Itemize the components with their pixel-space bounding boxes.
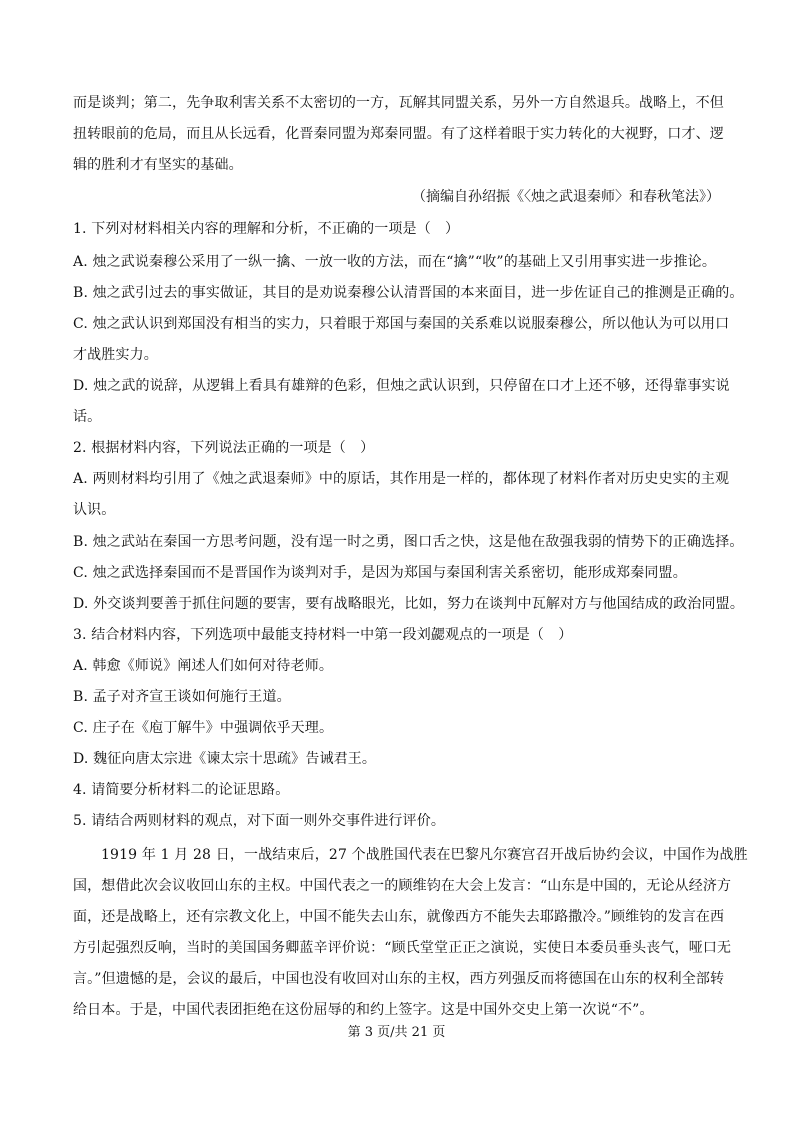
question-2-stem: 2. 根据材料内容，下列说法正确的一项是（ ） (73, 440, 375, 456)
event-paragraph-line-5: 言。”但遗憾的是，会议的最后，中国也没有收回对山东的主权，西方列强反而将德国在山东的权利全部转 (73, 971, 725, 987)
question-2-option-d: D. 外交谈判要善于抓住问题的要害，要有战略眼光，比如，努力在谈判中瓦解对方与他国结成的政治同盟。 (73, 596, 744, 612)
question-1-option-c: C. 烛之武认识到郑国没有相当的实力，只着眼于郑国与秦国的关系难以说服秦穆公，所以他认为可以用口 (73, 316, 730, 332)
question-3-stem: 3. 结合材料内容，下列选项中最能支持材料一中第一段刘勰观点的一项是（ ） (73, 627, 573, 643)
event-paragraph-line-3: 面，还是战略上，还有宗教文化上，中国不能失去山东，就像西方不能失去耶路撒冷。”顾维钧的发言在西 (73, 909, 725, 925)
passage-line-1: 而是谈判；第二，先争取利害关系不太密切的一方，瓦解其同盟关系，另外一方自然退兵。战略上，不但 (73, 95, 724, 111)
page-number-footer: 第 3 页/共 21 页 (347, 1025, 446, 1040)
passage-line-3: 辑的胜利才有坚实的基础。 (73, 157, 243, 173)
question-4-stem: 4. 请简要分析材料二的论证思路。 (73, 782, 290, 798)
question-3-option-d: D. 魏征向唐太宗进《谏太宗十思疏》告诫君王。 (73, 751, 377, 767)
question-2-option-c: C. 烛之武选择秦国而不是晋国作为谈判对手，是因为郑国与秦国利害关系密切，能形成郑秦同盟。 (73, 565, 687, 581)
question-1-option-b: B. 烛之武引过去的事实做证，其目的是劝说秦穆公认清晋国的本来面目，进一步佐证自己的推测是正确的。 (73, 285, 744, 301)
question-1-option-d: D. 烛之武的说辞，从逻辑上看具有雄辩的色彩，但烛之武认识到，只停留在口才上还不够，还得靠事实说 (73, 378, 730, 394)
question-2-option-b: B. 烛之武站在秦国一方思考问题，没有逞一时之勇，图口舌之快，这是他在敌强我弱的情势下的正确选择。 (73, 534, 744, 550)
question-2-option-a: A. 两则材料均引用了《烛之武退秦师》中的原话，其作用是一样的，都体现了材料作者对历史史实的主观 (73, 471, 730, 487)
question-2-option-a-cont: 认识。 (73, 502, 116, 518)
event-paragraph-line-4: 方引起强烈反响，当时的美国国务卿蓝辛评价说：“顾氏堂堂正正之演说，实使日本委员垂头丧气，哑口无 (73, 940, 732, 956)
question-3-option-b: B. 孟子对齐宣王谈如何施行王道。 (73, 689, 291, 705)
event-paragraph-line-6: 给日本。于是，中国代表团拒绝在这份屈辱的和约上签字。这是中国外交史上第一次说“不”。 (73, 1002, 654, 1018)
question-3-option-c: C. 庄子在《庖丁解牛》中强调依乎天理。 (73, 720, 334, 736)
question-1-stem: 1. 下列对材料相关内容的理解和分析，不正确的一项是（ ） (73, 221, 460, 237)
event-paragraph-line-1: 1919 年 1 月 28 日，一战结束后，27 个战胜国代表在巴黎凡尔赛宫召开战后协约会议，中国作为战胜 (101, 847, 748, 863)
question-1-option-a: A. 烛之武说秦穆公采用了一纵一擒、一放一收的方法，而在“擒”“收”的基础上又引用事实进一步推论。 (73, 254, 716, 270)
passage-line-2: 扭转眼前的危局，而且从长远看，化晋秦同盟为郑秦同盟。有了这样着眼于实力转化的大视野，口才、逻 (73, 126, 724, 142)
question-3-option-a: A. 韩愈《师说》阐述人们如何对待老师。 (73, 658, 334, 674)
event-paragraph-line-2: 国，想借此次会议收回山东的主权。中国代表之一的顾维钧在大会上发言：“山东是中国的，无论从经济方 (73, 878, 732, 894)
question-5-stem: 5. 请结合两则材料的观点，对下面一则外交事件进行评价。 (73, 813, 446, 829)
source-note: （摘编自孙绍振《〈烛之武退秦师〉和春秋笔法》） (412, 189, 720, 205)
question-1-option-c-cont: 才战胜实力。 (73, 347, 158, 363)
question-1-option-d-cont: 话。 (73, 409, 102, 425)
